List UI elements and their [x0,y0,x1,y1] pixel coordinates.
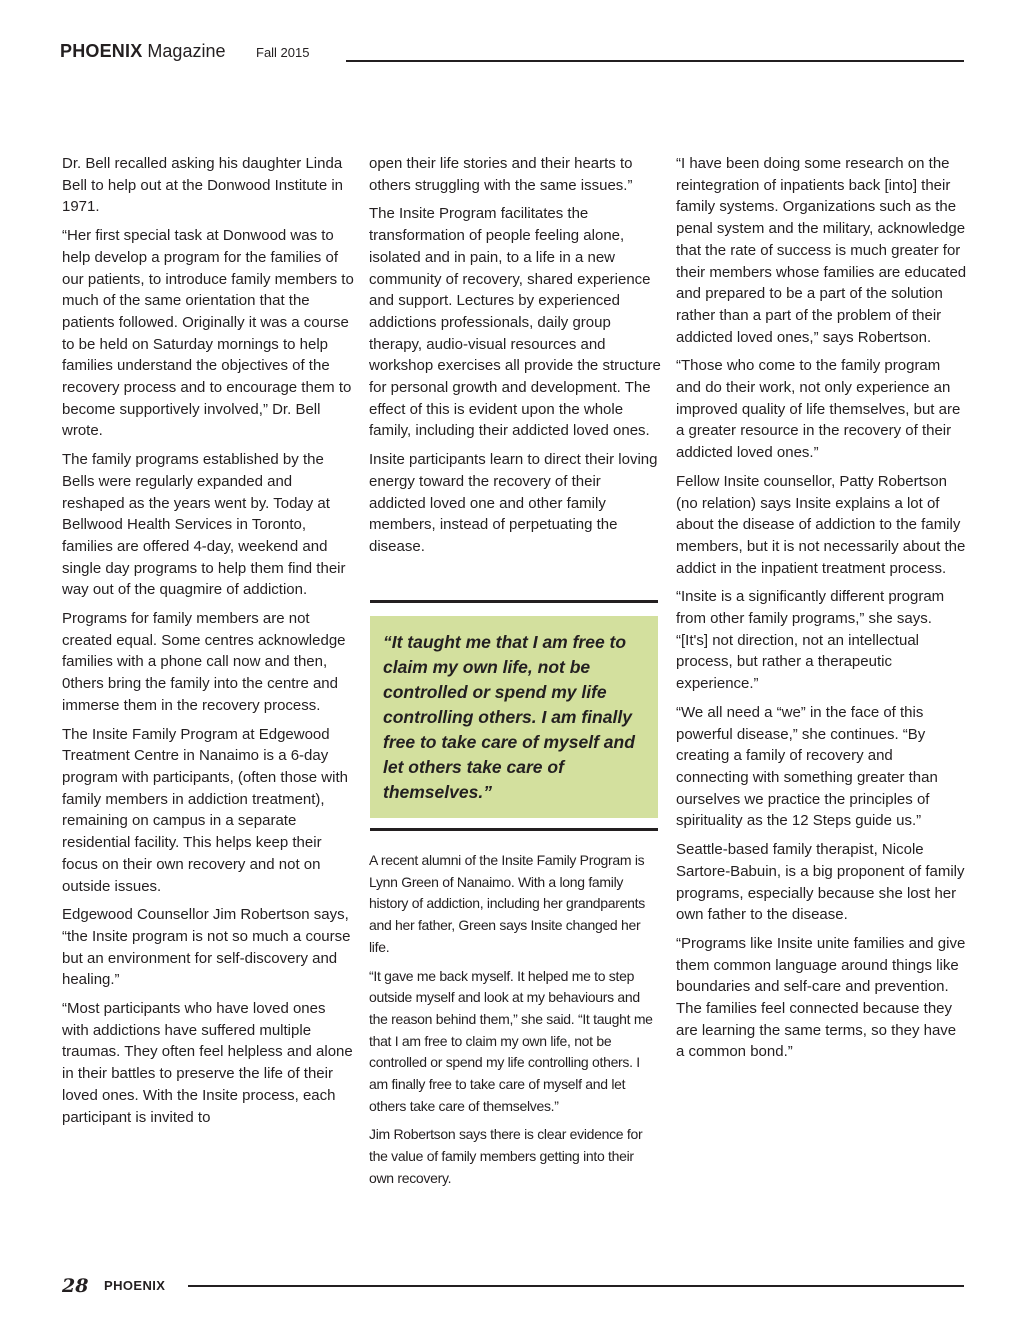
paragraph: Insite participants learn to direct their loving energy toward the recovery of their addicted loved one and other family members, instead of perpetuating the disease. [369,451,658,555]
article-column-1 [62,153,354,1135]
brand-suffix: Magazine [142,41,226,61]
paragraph: “Insite is a significantly different program from other family programs,” she says. “[It's] not direction, not an intellectual process, but rather a therapeutic experience.” [676,588,945,693]
paragraph: The family programs established by the Bells were regularly expanded and reshaped as the years went by. Today at Bellwood Health Services in Toronto, families are offered 4-day, weekend and single day programs to help them find their way out of the quagmire of addiction. [62,451,346,599]
paragraph: “Her first special task at Donwood was to help develop a program for the families of our patients, to introduce family members to much of the same orientation that the patients followed. Originally it was a course to be held on Saturday mornings to help families understand the objectives of the recovery process and to encourage them to become supportively involved,” Dr. Bell wrote. [62,227,354,440]
paragraph: A recent alumni of the Insite Family Program is Lynn Green of Nanaimo. With a long family history of addiction, including her grandparents and her father, Green says Insite changed her life. [369,852,645,955]
paragraph: open their life stories and their hearts to others struggling with the same issues.” [369,155,633,194]
paragraph: Fellow Insite counsellor, Patty Robertson (no relation) says Insite explains a lot of about the disease of addiction to the family members, but it is not necessarily about the addict in the inpatient treatment process. [676,472,966,577]
pull-quote-text: “It taught me that I am free to claim my own life, not be controlled or spend my life controlling others. I am finally free to take care of myself and let others take care of themselves.” [383,632,635,802]
article-column-3 [676,153,968,1070]
brand-name: PHOENIX [60,41,143,61]
pull-quote-bottom-rule [370,828,658,831]
paragraph: Programs for family members are not created equal. Some centres acknowledge families with a phone call now and then, 0thers bring the family into the centre and immerse them in the recovery process. [62,610,346,714]
pull-quote [370,616,658,818]
footer-rule [188,1285,964,1287]
issue-date: Fall 2015 [256,45,310,60]
pull-quote-top-rule [370,600,658,603]
paragraph: Dr. Bell recalled asking his daughter Linda Bell to help out at the Donwood Institute in 1971. [62,155,344,216]
article-column-2 [369,153,661,565]
page-number: 28 [62,1275,89,1297]
page-footer [62,1274,964,1300]
paragraph: “I have been doing some research on the reintegration of inpatients back [into] their family systems. Organizations such as the penal system and the military, acknowledge that the rate of success is much greater for their members whose families are educated and prepared to be a part of the solution rather than a part of the problem of their addicted loved ones,” says Robertson. [676,155,967,346]
paragraph: Seattle-based family therapist, Nicole Sartore-Babuin, is a big proponent of family programs, especially because she lost her own father to the disease. [676,841,965,924]
paragraph: The Insite Family Program at Edgewood Treatment Centre in Nanaimo is a 6-day program with participants, (often those with family members in addiction treatment), remaining on campus in a separate residential facility. This helps keep their focus on their own recovery and not on outside issues. [62,725,348,895]
paragraph: “Programs like Insite unite families and give them common language around things like boundaries and self-care and prevention. The families feel connected because they are learning the same terms, so they have a common bond.” [676,934,966,1061]
paragraph: “It gave me back myself. It helped me to step outside myself and look at my behaviours and the reason behind them,” she said. “It taught me that I am free to claim my own life, not be controlled or spend my life controlling others. I am finally free to take care of myself and let others take care of themselves.” [369,967,653,1114]
magazine-title [60,38,225,64]
paragraph: Edgewood Counsellor Jim Robertson says, “the Insite program is not so much a course but an environment for self-discovery and healing.” [62,906,351,989]
paragraph: “We all need a “we” in the face of this powerful disease,” she continues. “By creating a family of recovery and connecting with something greater than ourselves we practice the principles of spirituality as the 12 Steps guide us.” [676,703,938,830]
page-header [60,38,964,68]
paragraph: “Those who come to the family program and do their work, not only experience an improved quality of life themselves, but are a greater resource in the recovery of their addicted loved ones.” [676,357,961,462]
article-column-2-lower [369,850,661,1197]
footer-brand: PHOENIX [104,1278,166,1293]
paragraph: Jim Robertson says there is clear evidence for the value of family members getting into their own recovery. [369,1126,643,1186]
paragraph: “Most participants who have loved ones with addictions have suffered multiple traumas. They often feel helpless and alone in their battles to preserve the life of their loved ones. With the Insite process, each participant is invited to [62,1000,353,1126]
paragraph: The Insite Program facilitates the transformation of people feeling alone, isolated and in pain, to a life in a new community of recovery, shared experience and support. Lectures by experienced addictions professionals, daily group therapy, audio-visual resources and workshop exercises all provide the structure for personal growth and development. The effect of this is evident upon the whole family, including their addicted loved ones. [369,205,661,440]
header-rule [346,60,964,62]
